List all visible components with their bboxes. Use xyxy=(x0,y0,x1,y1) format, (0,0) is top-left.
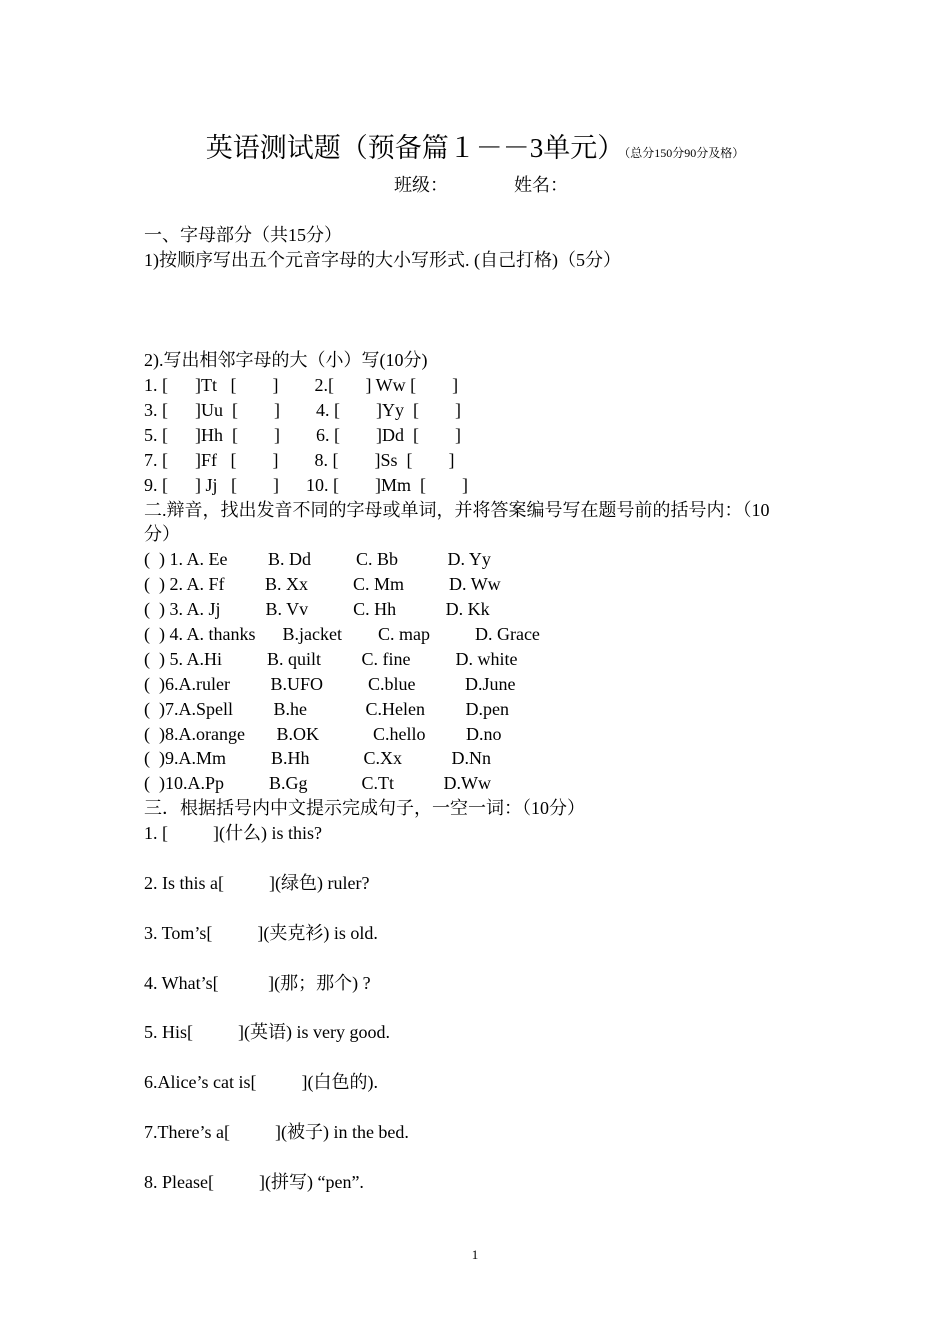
section3-heading: 三．根据括号内中文提示完成句子，一空一词：（10分） xyxy=(144,798,585,818)
fill-blank-item: 3. Tom’s[ ](夹克衫) is old. xyxy=(144,923,378,943)
fill-blank-item: 8. Please[ ](拼写) “pen”. xyxy=(144,1172,364,1192)
phonics-item: ( )8.A.orange B.OK C.hello D.no xyxy=(144,724,502,744)
letter-row: 3. [ ]Uu [ ] 4. [ ]Yy [ ] xyxy=(144,400,461,420)
section2-heading-line2: 分） xyxy=(144,524,180,544)
page-number: 1 xyxy=(471,1247,479,1262)
fill-blank-item: 7.There’s a[ ](被子) in the bed. xyxy=(144,1122,409,1142)
letter-row: 1. [ ]Tt [ ] 2.[ ] Ww [ ] xyxy=(144,375,459,395)
fill-blank-item: 5. His[ ](英语) is very good. xyxy=(144,1022,390,1042)
letter-row: 5. [ ]Hh [ ] 6. [ ]Dd [ ] xyxy=(144,425,461,445)
fill-blank-item: 1. [ ](什么) is this? xyxy=(144,823,322,843)
student-info-line xyxy=(394,172,568,198)
phonics-item: ( ) 5. A.Hi B. quilt C. fine D. white xyxy=(144,649,518,669)
fill-blank-item: 2. Is this a[ ](绿色) ruler? xyxy=(144,873,370,893)
section2-heading-line1: 二.辩音，找出发音不同的字母或单词，并将答案编号写在题号前的括号内：（10 xyxy=(144,500,770,520)
section1-heading: 一、字母部分（共15分） xyxy=(144,225,342,245)
phonics-item: ( )9.A.Mm B.Hh C.Xx D.Nn xyxy=(144,748,492,768)
page-title xyxy=(0,128,950,173)
phonics-item: ( )6.A.ruler B.UFO C.blue D.June xyxy=(144,674,516,694)
section1-question2: 2).写出相邻字母的大（小）写(10分) xyxy=(144,350,428,370)
phonics-item: ( ) 2. A. Ff B. Xx C. Mm D. Ww xyxy=(144,574,501,594)
letter-row: 9. [ ] Jj [ ] 10. [ ]Mm [ ] xyxy=(144,475,468,495)
section1-question1: 1)按顺序写出五个元音字母的大小写形式. (自己打格)（5分） xyxy=(144,250,621,270)
fill-blank-item: 6.Alice’s cat is[ ](白色的). xyxy=(144,1072,378,1092)
phonics-item: ( ) 1. A. Ee B. Dd C. Bb D. Yy xyxy=(144,549,491,569)
fill-blank-item: 4. What’s[ ](那；那个) ? xyxy=(144,973,371,993)
title-main: 英语测试题（预备篇１－－3单元） xyxy=(205,133,625,163)
class-label: 班级： xyxy=(394,175,448,195)
name-label: 姓名： xyxy=(514,175,568,195)
phonics-item: ( ) 4. A. thanks B.jacket C. map D. Grace xyxy=(144,624,540,644)
letter-row: 7. [ ]Ff [ ] 8. [ ]Ss [ ] xyxy=(144,450,455,470)
phonics-item: ( )7.A.Spell B.he C.Helen D.pen xyxy=(144,699,509,719)
phonics-item: ( )10.A.Pp B.Gg C.Tt D.Ww xyxy=(144,773,491,793)
phonics-item: ( ) 3. A. Jj B. Vv C. Hh D. Kk xyxy=(144,599,490,619)
title-score-note: （总分150分90分及格） xyxy=(624,146,745,160)
